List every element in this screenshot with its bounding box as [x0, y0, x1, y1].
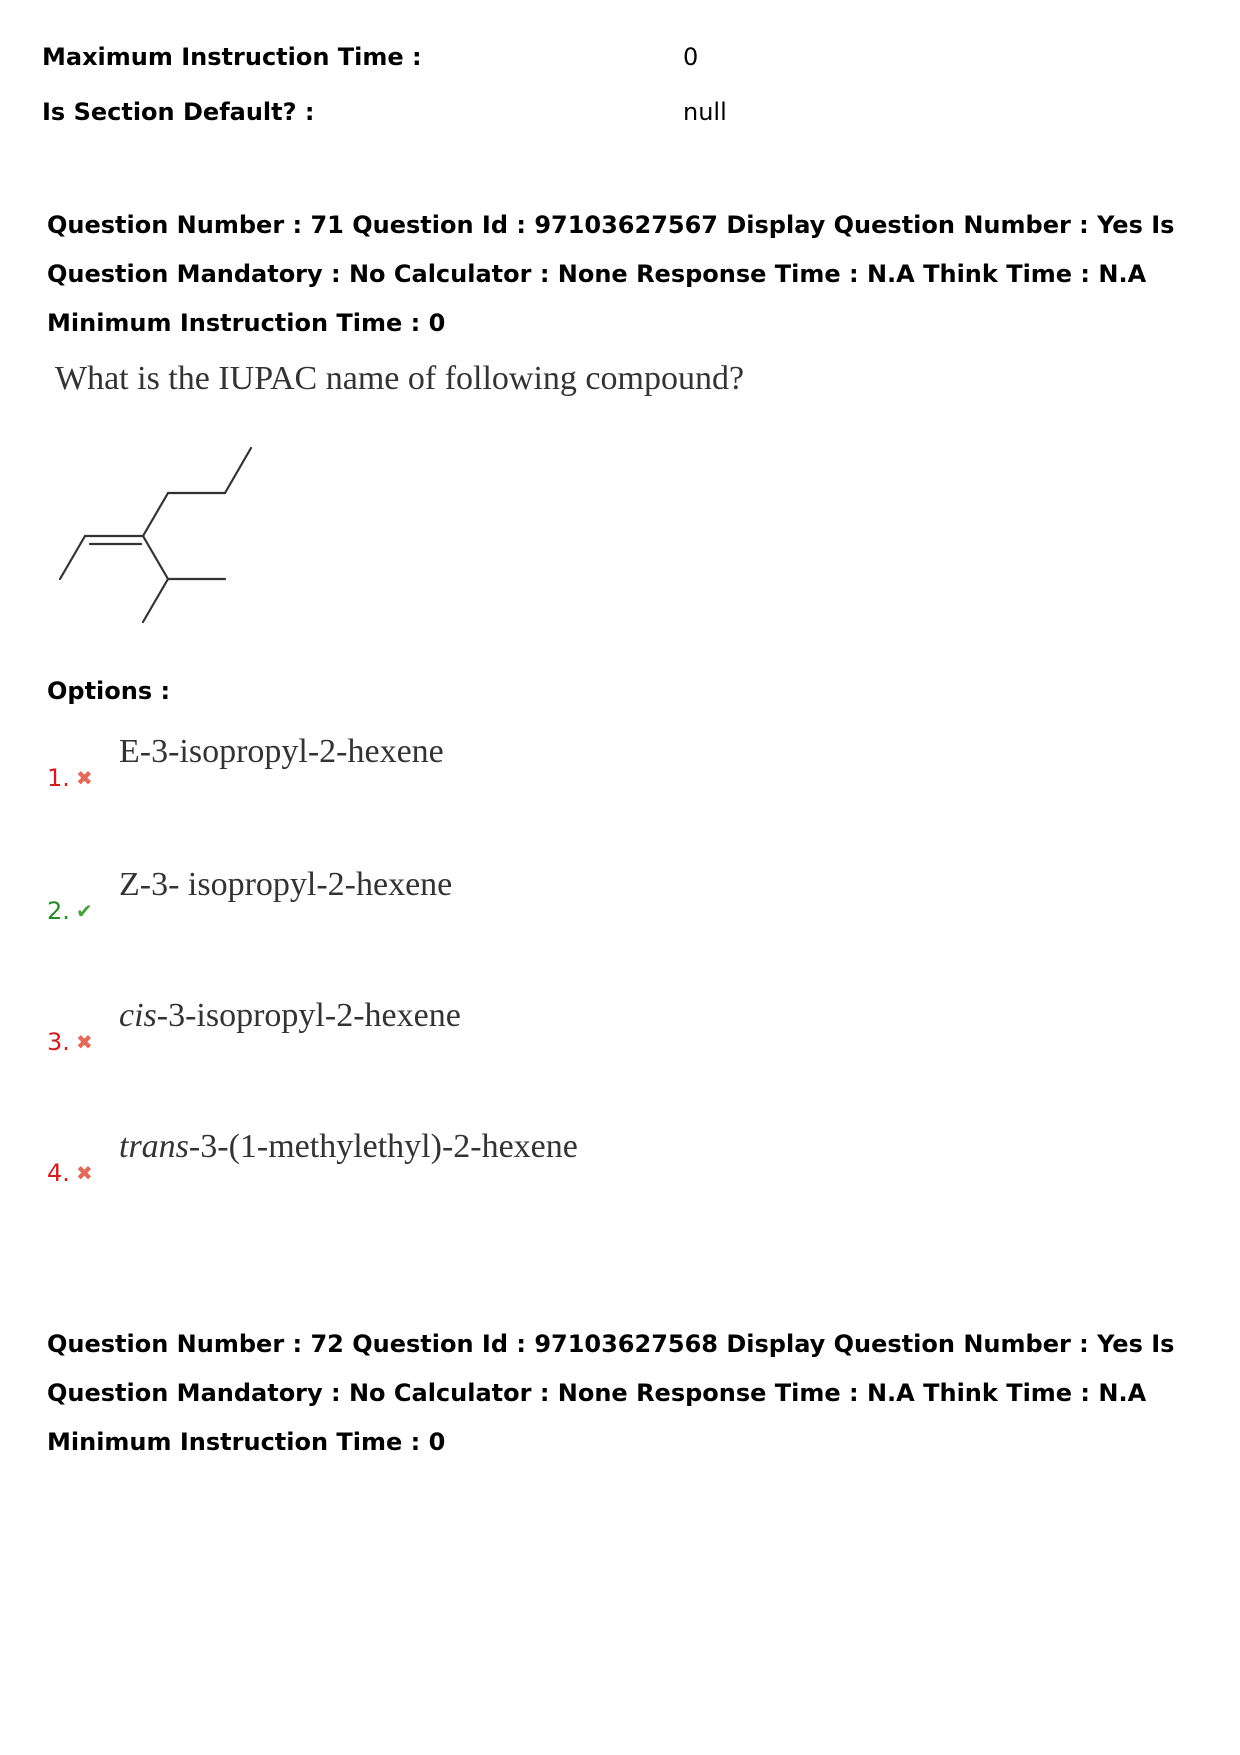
option-text [119, 866, 452, 904]
option-text-body: Z-3- isopropyl-2-hexene [119, 866, 453, 903]
cross-icon: ✖ [76, 766, 93, 790]
is-section-default-row [42, 97, 314, 127]
option-text [119, 1128, 578, 1166]
option-text-body: -3-(1-methylethyl)-2-hexene [188, 1128, 578, 1165]
option-text [119, 997, 461, 1035]
cross-icon: ✖ [76, 1030, 93, 1054]
option-4[interactable] [47, 1128, 947, 1188]
option-text-body: -3-isopropyl-2-hexene [156, 997, 461, 1034]
option-number: 3. [47, 1028, 70, 1056]
max-instruction-time-label: Maximum Instruction Time : [42, 43, 422, 71]
bond-isopropyl-methyl-b [143, 579, 168, 622]
option-number: 1. [47, 764, 70, 792]
option-number: 4. [47, 1159, 70, 1187]
is-section-default-value: null [683, 98, 727, 126]
options-label: Options : [47, 677, 171, 705]
option-text-body: E-3-isopropyl-2-hexene [119, 733, 444, 770]
question-72-header: Question Number : 72 Question Id : 97103627568 Display Question Number : Yes Is Question Mandatory : No Calculator : None Response Time : N.A Think Time : N.A Minimum Instruction Time : 0 [47, 1330, 1175, 1456]
compound-structure-diagram [55, 440, 275, 650]
bond-c3-c4 [143, 493, 168, 536]
question-71-text: What is the IUPAC name of following compound? [55, 360, 745, 397]
bond-c1-c2 [60, 536, 85, 579]
is-section-default-label: Is Section Default? : [42, 98, 315, 126]
option-1[interactable] [47, 733, 947, 793]
option-2[interactable] [47, 866, 947, 926]
option-3[interactable] [47, 997, 947, 1057]
question-71-header: Question Number : 71 Question Id : 97103627567 Display Question Number : Yes Is Question Mandatory : No Calculator : None Response Time : N.A Think Time : N.A Minimum Instruction Time : 0 [47, 211, 1175, 337]
option-prefix: trans [119, 1128, 189, 1165]
option-prefix: cis [119, 997, 157, 1034]
bond-c5-c6 [225, 448, 251, 493]
check-icon: ✔ [76, 899, 93, 923]
option-text [119, 733, 444, 771]
max-instruction-time-row [42, 42, 422, 72]
option-number: 2. [47, 897, 70, 925]
cross-icon: ✖ [76, 1161, 93, 1185]
bond-c3-isopropyl [143, 536, 168, 579]
max-instruction-time-value: 0 [683, 43, 699, 71]
